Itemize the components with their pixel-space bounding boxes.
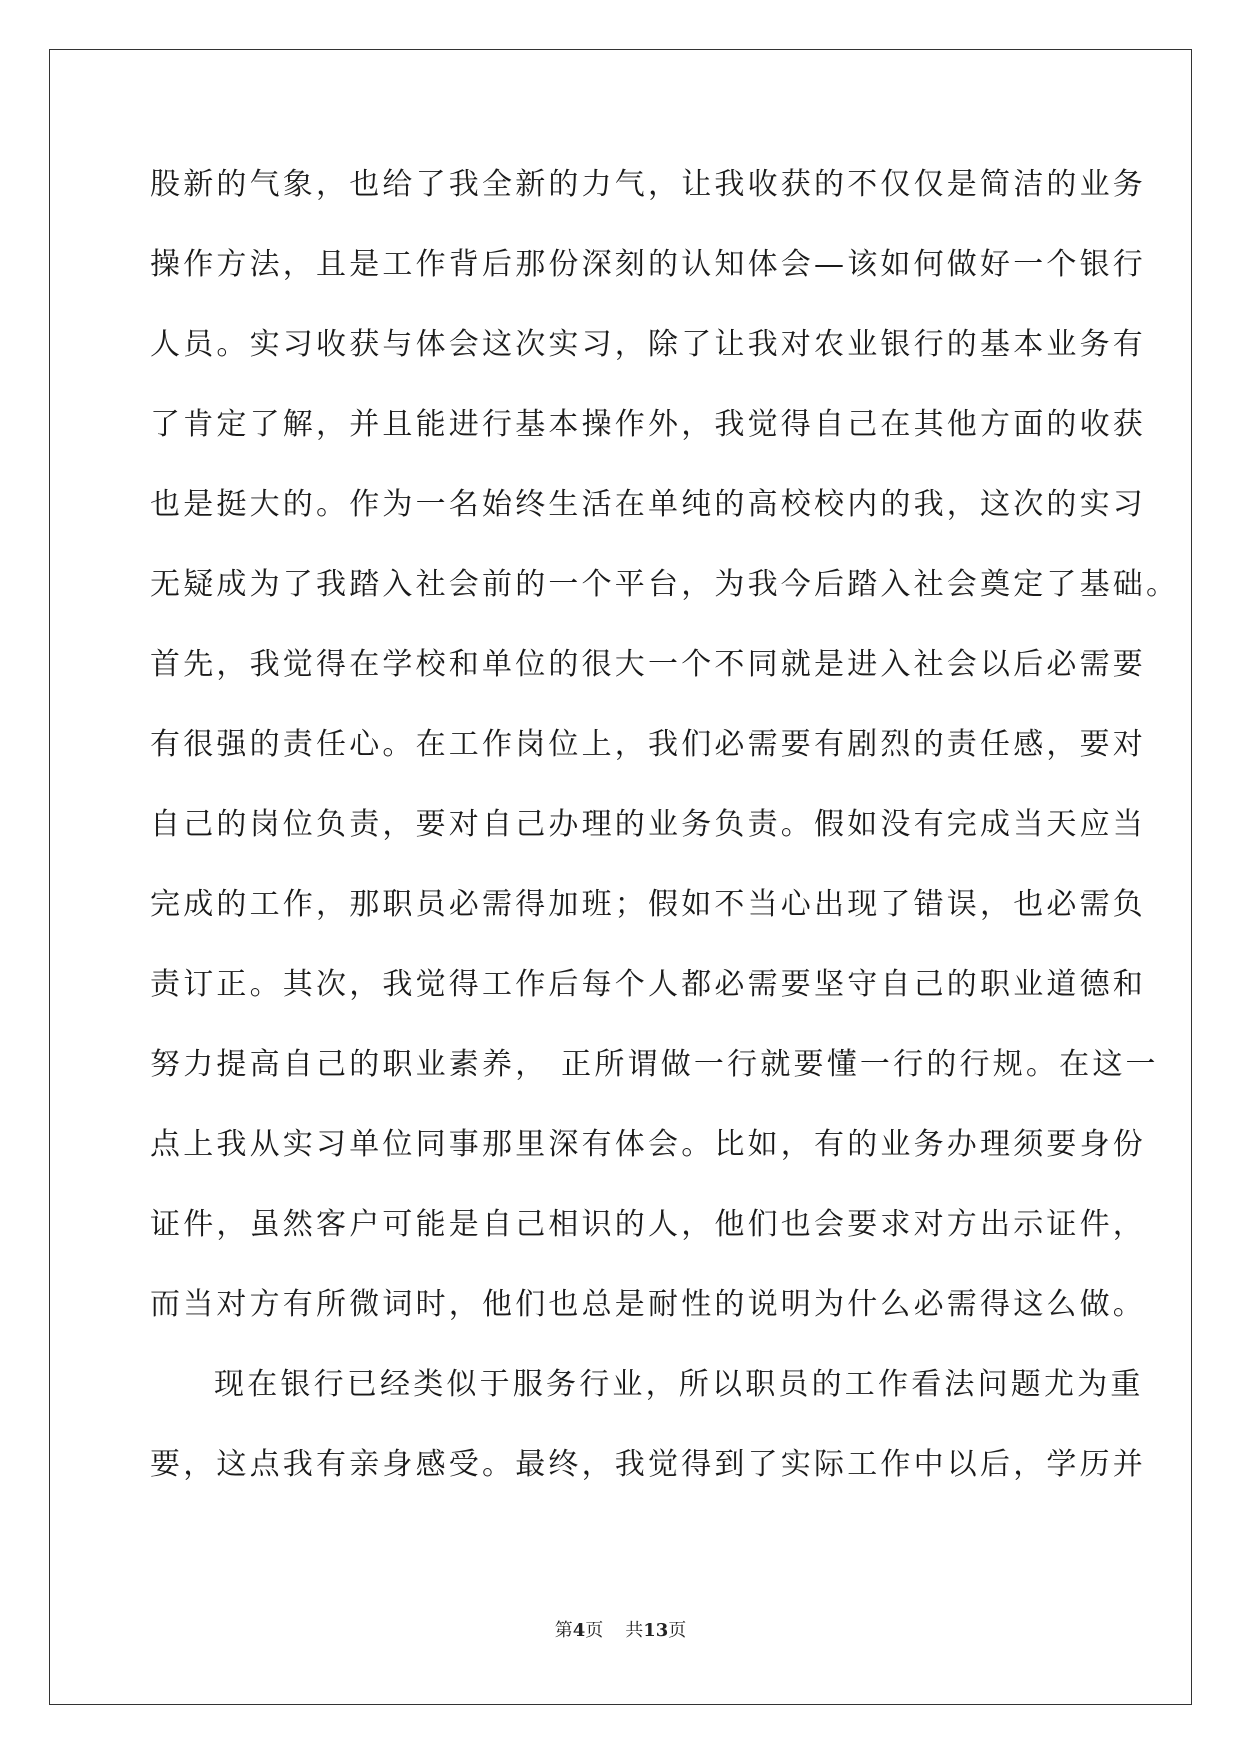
text-line-13: 点上我从实习单位同事那里深有体会。比如，有的业务办理须要身份: [150, 1127, 1146, 1162]
text-line-11: 责订正。其次，我觉得工作后每个人都必需要坚守自己的职业道德和: [150, 967, 1146, 1002]
text-line-10: 完成的工作，那职员必需得加班；假如不当心出现了错误，也必需负: [150, 887, 1146, 922]
text-line-7: 首先，我觉得在学校和单位的很大一个不同就是进入社会以后必需要: [150, 647, 1146, 682]
text-line-9: 自己的岗位负责，要对自己办理的业务负责。假如没有完成当天应当: [150, 807, 1146, 842]
document-body: [150, 158, 1180, 1518]
total-pages: 13: [643, 1620, 669, 1641]
page-suffix: 页: [585, 1620, 604, 1641]
text-line-16: 现在银行已经类似于服务行业，所以职员的工作看法问题尤为重: [214, 1367, 1144, 1402]
text-line-6: 无疑成为了我踏入社会前的一个平台，为我今后踏入社会奠定了基础。: [150, 567, 1180, 602]
total-prefix: 共: [625, 1620, 644, 1641]
page-prefix: 第: [554, 1620, 573, 1641]
text-line-14: 证件，虽然客户可能是自己相识的人，他们也会要求对方出示证件，: [150, 1207, 1146, 1242]
page-footer: [0, 1616, 1241, 1642]
text-line-15: 而当对方有所微词时，他们也总是耐性的说明为什么必需得这么做。: [150, 1287, 1146, 1322]
text-line-2: 操作方法，且是工作背后那份深刻的认知体会—该如何做好一个银行: [150, 247, 1146, 282]
total-suffix: 页: [668, 1620, 687, 1641]
text-line-1: 股新的气象，也给了我全新的力气，让我收获的不仅仅是简洁的业务: [150, 167, 1146, 202]
text-line-4: 了肯定了解，并且能进行基本操作外，我觉得自己在其他方面的收获: [150, 407, 1146, 442]
page-number: 4: [572, 1620, 586, 1641]
text-line-8: 有很强的责任心。在工作岗位上，我们必需要有剧烈的责任感，要对: [150, 727, 1146, 762]
text-line-17: 要，这点我有亲身感受。最终，我觉得到了实际工作中以后，学历并: [150, 1447, 1146, 1482]
text-line-12: 努力提高自己的职业素养， 正所谓做一行就要懂一行的行规。在这一: [150, 1047, 1159, 1082]
text-line-3: 人员。实习收获与体会这次实习，除了让我对农业银行的基本业务有: [150, 327, 1146, 362]
text-line-5: 也是挺大的。作为一名始终生活在单纯的高校校内的我，这次的实习: [150, 487, 1146, 522]
